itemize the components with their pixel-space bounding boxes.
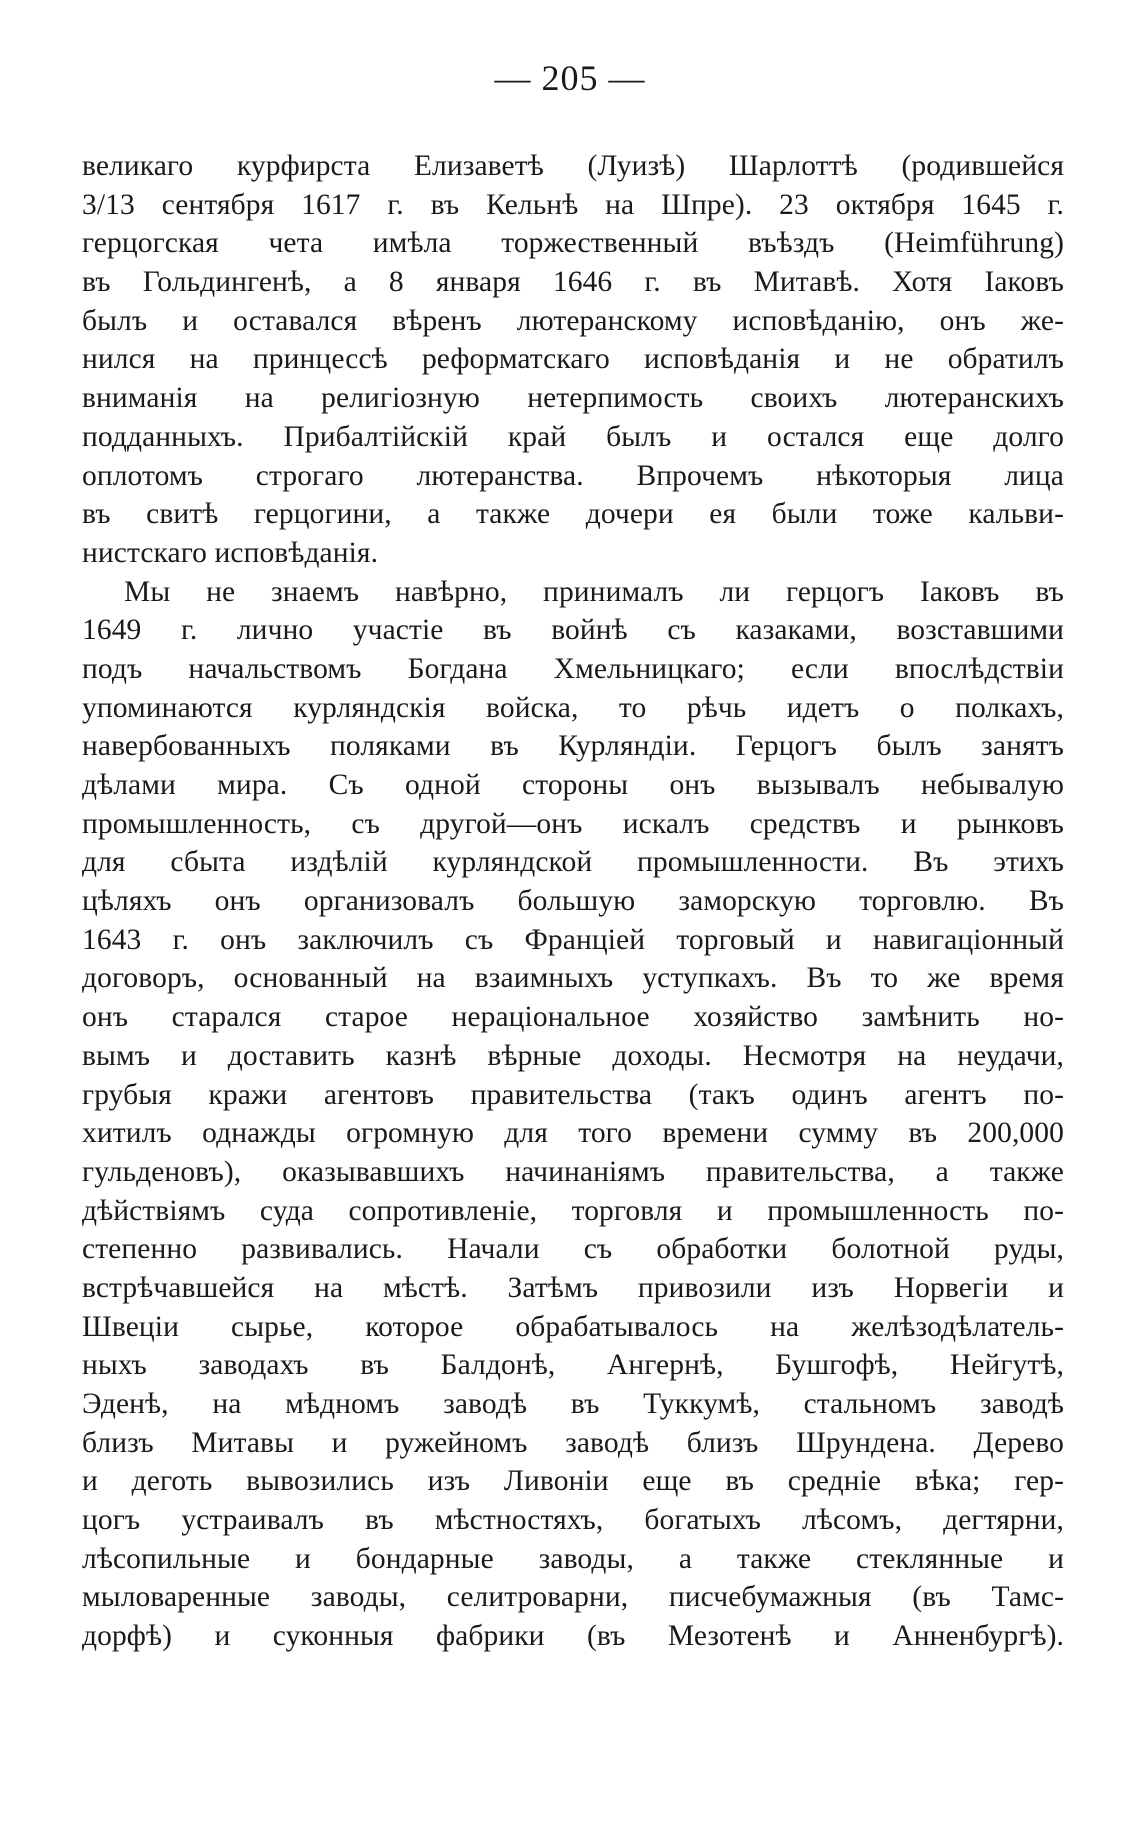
text-line: близъ Митавы и ружейномъ заводѣ близъ Шрундена. Дерево (82, 1426, 1064, 1459)
text-line: Эденѣ, на мѣдномъ заводѣ въ Туккумѣ, стальномъ заводѣ (82, 1388, 1064, 1420)
text-line: нился на принцессѣ реформатскаго исповѣданія и не обратилъ (82, 343, 1064, 376)
text-line: дѣйствіямъ суда сопротивленіе, торговля и промышленность по- (82, 1194, 1064, 1227)
text-line: степенно развивались. Начали съ обработки болотной руды, (82, 1233, 1064, 1266)
text-line: 1649 г. лично участіе въ войнѣ съ казаками, возставшими (82, 614, 1064, 647)
text-line: дорфѣ) и суконныя фабрики (въ Мезотенѣ и Анненбургѣ). (82, 1620, 1064, 1653)
paragraph-1 (82, 147, 1064, 573)
text-line: мыловаренные заводы, селитроварни, писчебумажныя (въ Тамс- (82, 1581, 1064, 1614)
text-line: грубыя кражи агентовъ правительства (такъ одинъ агентъ по- (82, 1078, 1064, 1111)
paragraph-2 (82, 573, 1064, 1656)
text-line: 3/13 сентября 1617 г. въ Кельнѣ на Шпре). 23 октября 1645 г. (82, 188, 1064, 221)
text-line: ныхъ заводахъ въ Балдонѣ, Ангернѣ, Бушгофѣ, Нейгутѣ, (82, 1349, 1064, 1382)
text-line: гульденовъ), оказывавшихъ начинаніямъ правительства, а также (82, 1155, 1064, 1188)
text-line: нистскаго исповѣданія. (82, 536, 379, 569)
text-line: подданныхъ. Прибалтійскій край былъ и остался еще долго (82, 420, 1064, 453)
text-line: договоръ, основанный на взаимныхъ уступкахъ. Въ то же время (82, 962, 1064, 995)
text-line: цѣляхъ онъ организовалъ большую заморскую торговлю. Въ (82, 885, 1064, 918)
text-line: встрѣчавшейся на мѣстѣ. Затѣмъ привозили изъ Норвегіи и (82, 1271, 1064, 1304)
text-line: упоминаются курляндскія войска, то рѣчь идетъ о полкахъ, (82, 691, 1064, 724)
text-line: Мы не знаемъ навѣрно, принималъ ли герцогъ Іаковъ въ (124, 575, 1064, 608)
text-line: промышленность, съ другой—онъ искалъ средствъ и рынковъ (82, 807, 1064, 840)
text-line: хитилъ однажды огромную для того времени сумму въ 200,000 (82, 1117, 1064, 1150)
text-line: вымъ и доставить казнѣ вѣрные доходы. Несмотря на неудачи, (82, 1039, 1064, 1072)
text-line: оплотомъ строгаго лютеранства. Впрочемъ нѣкоторыя лица (82, 459, 1064, 492)
text-line: дѣлами мира. Съ одной стороны онъ вызывалъ небывалую (82, 769, 1064, 801)
body-text (82, 147, 1064, 1656)
text-line: великаго курфирста Елизаветѣ (Луизѣ) Шарлоттѣ (родившейся (82, 150, 1064, 182)
text-line: Швеціи сырье, которое обрабатывалось на желѣзодѣлатель- (82, 1310, 1064, 1343)
text-line: въ свитѣ герцогини, а также дочери ея были тоже кальви- (82, 498, 1064, 531)
text-line: онъ старался старое нераціональное хозяйство замѣнить но- (82, 1001, 1064, 1034)
text-line: лѣсопильные и бондарные заводы, а также стеклянные и (82, 1542, 1064, 1575)
text-line: навербованныхъ поляками въ Курляндіи. Герцогъ былъ занятъ (82, 730, 1064, 763)
text-line: герцогская чета имѣла торжественный въѣздъ (Heimführung) (82, 227, 1064, 260)
text-line: для сбыта издѣлій курляндской промышленности. Въ этихъ (82, 846, 1064, 879)
text-line: вниманія на религіозную нетерпимость своихъ лютеранскихъ (82, 382, 1064, 415)
text-line: въ Гольдингенѣ, а 8 января 1646 г. въ Митавѣ. Хотя Іаковъ (82, 266, 1064, 299)
page-number: — 205 — (494, 58, 646, 98)
text-line: 1643 г. онъ заключилъ съ Франціей торговый и навигаціонный (82, 923, 1064, 956)
text-line: цогъ устраивалъ въ мѣстностяхъ, богатыхъ лѣсомъ, дегтярни, (82, 1504, 1064, 1537)
text-line: подъ начальствомъ Богдана Хмельницкаго; если впослѣдствіи (82, 652, 1064, 685)
text-line: былъ и оставался вѣренъ лютеранскому исповѣданію, онъ же- (82, 304, 1064, 337)
text-line: и деготь вывозились изъ Ливоніи еще въ средніе вѣка; гер- (82, 1465, 1064, 1498)
